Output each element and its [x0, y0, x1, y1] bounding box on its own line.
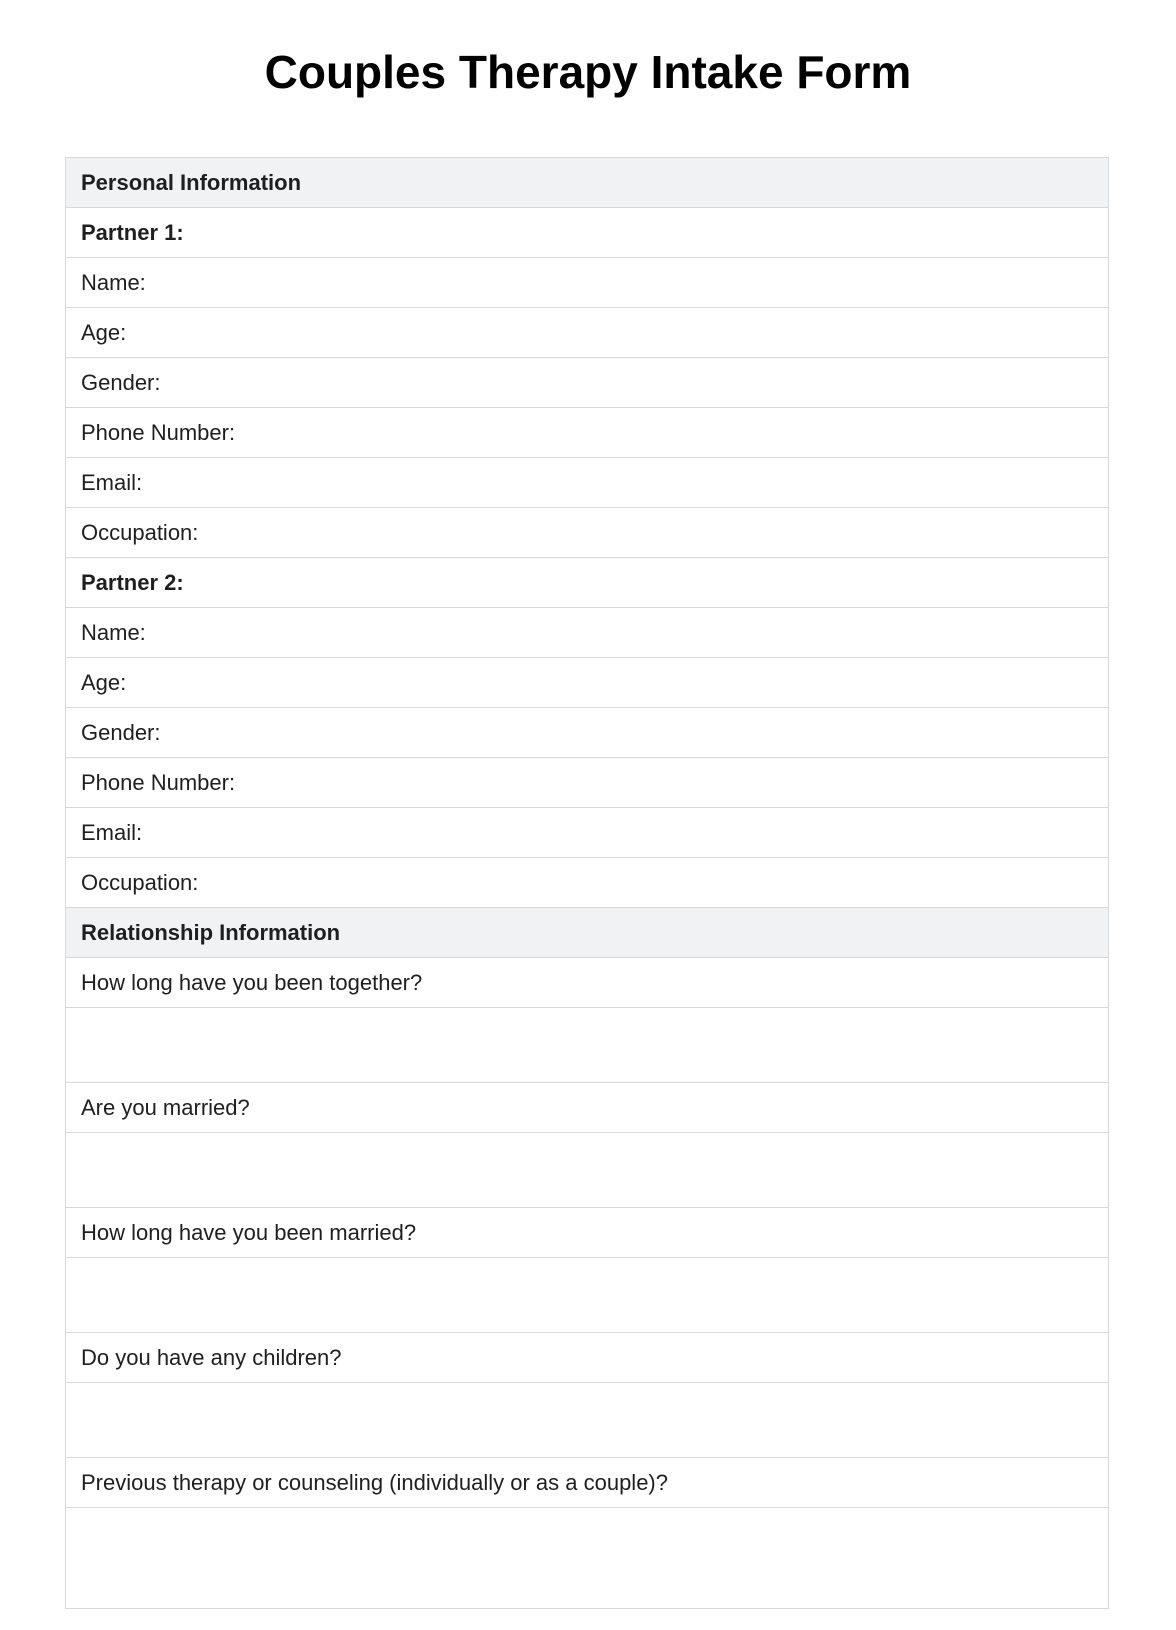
- question-together-duration: How long have you been together?: [66, 958, 1108, 1008]
- partner-1-occupation-field[interactable]: Occupation:: [66, 508, 1108, 558]
- section-header-relationship-information: Relationship Information: [66, 908, 1108, 958]
- partner-1-phone-field[interactable]: Phone Number:: [66, 408, 1108, 458]
- partner-2-occupation-field[interactable]: Occupation:: [66, 858, 1108, 908]
- partner-2-age-field[interactable]: Age:: [66, 658, 1108, 708]
- partner-2-name-field[interactable]: Name:: [66, 608, 1108, 658]
- partner-1-heading: Partner 1:: [66, 208, 1108, 258]
- partner-1-email-field[interactable]: Email:: [66, 458, 1108, 508]
- answer-married-duration[interactable]: [66, 1258, 1108, 1333]
- partner-1-age-field[interactable]: Age:: [66, 308, 1108, 358]
- question-married: Are you married?: [66, 1083, 1108, 1133]
- partner-1-name-field[interactable]: Name:: [66, 258, 1108, 308]
- answer-married[interactable]: [66, 1133, 1108, 1208]
- question-married-duration: How long have you been married?: [66, 1208, 1108, 1258]
- form-title: Couples Therapy Intake Form: [264, 46, 912, 98]
- answer-children[interactable]: [66, 1383, 1108, 1458]
- partner-2-gender-field[interactable]: Gender:: [66, 708, 1108, 758]
- partner-2-heading: Partner 2:: [66, 558, 1108, 608]
- partner-2-phone-field[interactable]: Phone Number:: [66, 758, 1108, 808]
- question-previous-therapy: Previous therapy or counseling (individually or as a couple)?: [66, 1458, 1108, 1508]
- answer-together-duration[interactable]: [66, 1008, 1108, 1083]
- question-children: Do you have any children?: [66, 1333, 1108, 1383]
- answer-previous-therapy[interactable]: [66, 1508, 1108, 1608]
- intake-form-table: [65, 157, 1109, 1609]
- partner-1-gender-field[interactable]: Gender:: [66, 358, 1108, 408]
- section-header-personal-information: Personal Information: [66, 158, 1108, 208]
- partner-2-email-field[interactable]: Email:: [66, 808, 1108, 858]
